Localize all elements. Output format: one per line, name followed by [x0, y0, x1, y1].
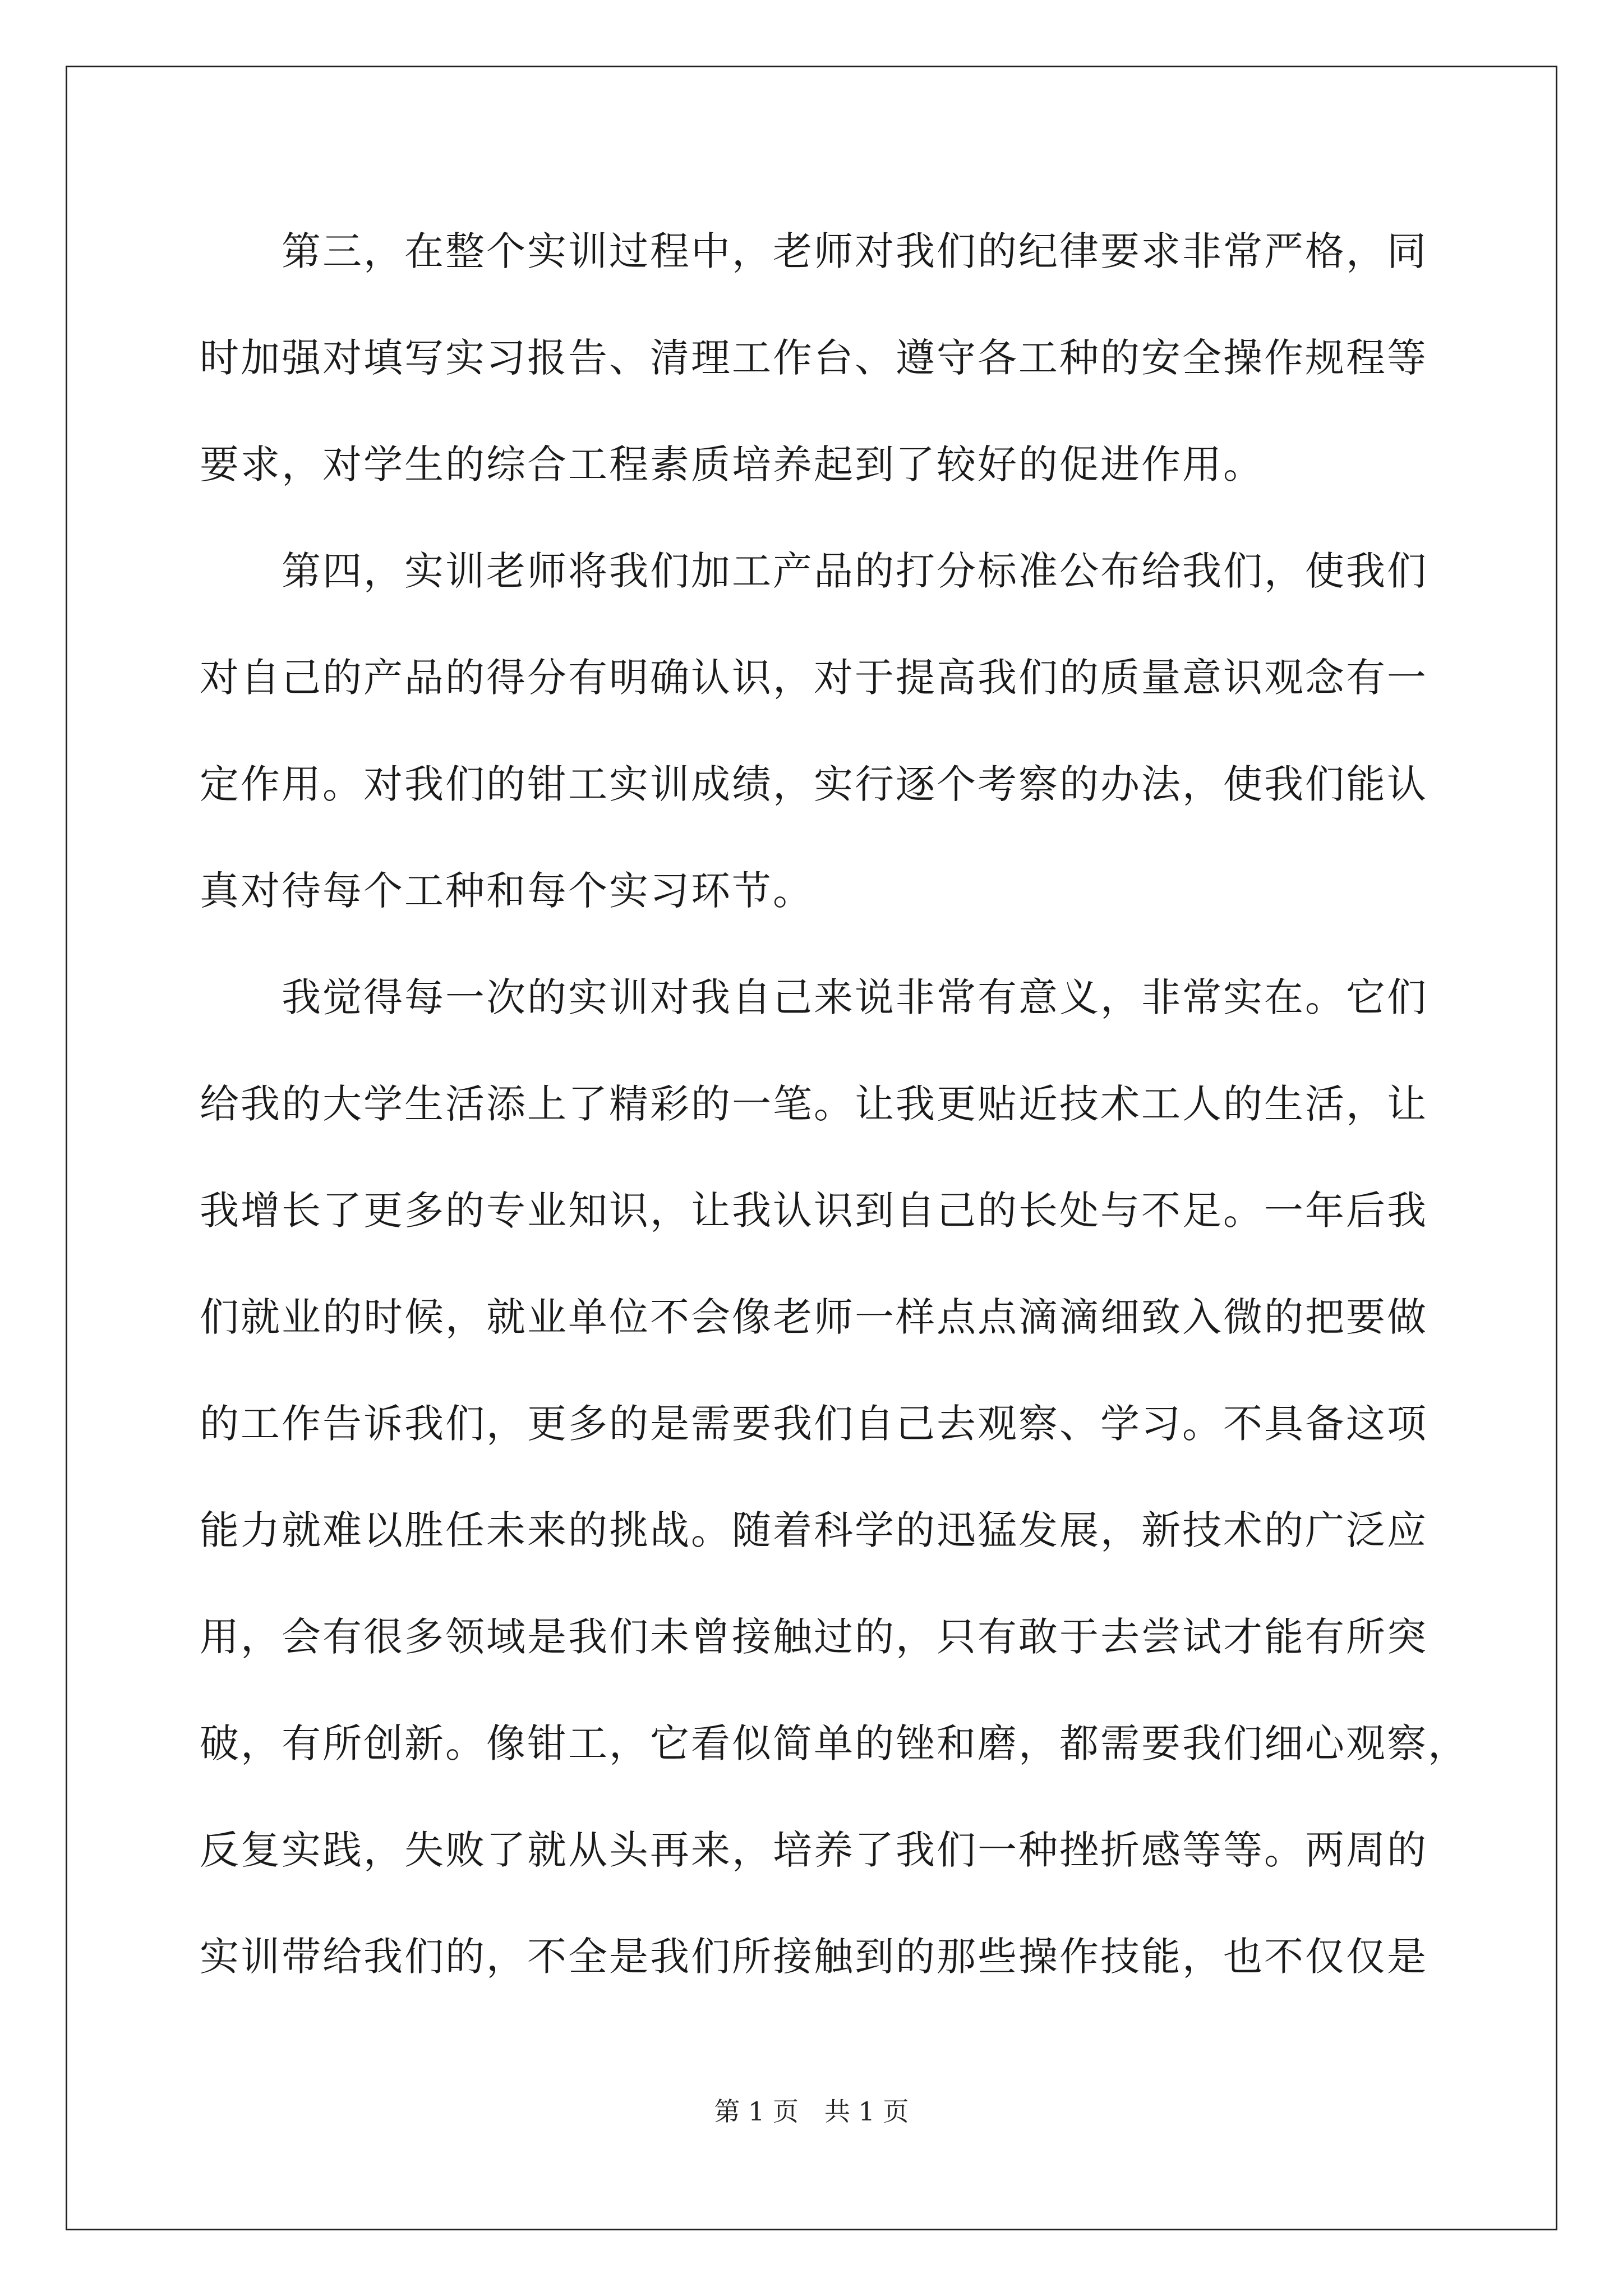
paragraph-line: 定作用。对我们的钳工实训成绩，实行逐个考察的办法，使我们能认	[200, 761, 1428, 807]
document-body	[200, 198, 1469, 2010]
paragraph-line: 的工作告诉我们，更多的是需要我们自己去观察、学习。不具备这项	[200, 1401, 1428, 1447]
paragraph-line: 要求，对学生的综合工程素质培养起到了较好的促进作用。	[200, 441, 1264, 487]
paragraph-line: 用，会有很多领域是我们未曾接触过的，只有敢于去尝试才能有所突	[200, 1614, 1428, 1660]
paragraph-line: 第四，实训老师将我们加工产品的打分标准公布给我们，使我们	[282, 548, 1428, 594]
paragraph-line: 对自己的产品的得分有明确认识，对于提高我们的质量意识观念有一	[200, 655, 1428, 701]
paragraph-line: 给我的大学生活添上了精彩的一笔。让我更贴近技术工人的生活，让	[200, 1081, 1428, 1127]
paragraph-line: 实训带给我们的，不全是我们所接触到的那些操作技能，也不仅仅是	[200, 1934, 1428, 1980]
paragraph-line: 真对待每个工种和每个实习环节。	[200, 868, 814, 914]
paragraph-line: 我增长了更多的专业知识，让我认识到自己的长处与不足。一年后我	[200, 1188, 1428, 1234]
paragraph-line: 反复实践，失败了就从头再来，培养了我们一种挫折感等等。两周的	[200, 1827, 1428, 1873]
page-footer: 第 1 页 共 1 页	[714, 2096, 909, 2127]
paragraph-line: 第三，在整个实训过程中，老师对我们的纪律要求非常严格，同	[282, 228, 1428, 274]
paragraph-line: 我觉得每一次的实训对我自己来说非常有意义，非常实在。它们	[282, 974, 1428, 1020]
paragraph-line: 能力就难以胜任未来的挑战。随着科学的迅猛发展，新技术的广泛应	[200, 1507, 1428, 1553]
paragraph-line: 们就业的时候，就业单位不会像老师一样点点滴滴细致入微的把要做	[200, 1294, 1428, 1340]
paragraph-line: 时加强对填写实习报告、清理工作台、遵守各工种的安全操作规程等	[200, 335, 1428, 381]
paragraph-line: 破，有所创新。像钳工，它看似简单的锉和磨，都需要我们细心观察，	[200, 1720, 1469, 1766]
